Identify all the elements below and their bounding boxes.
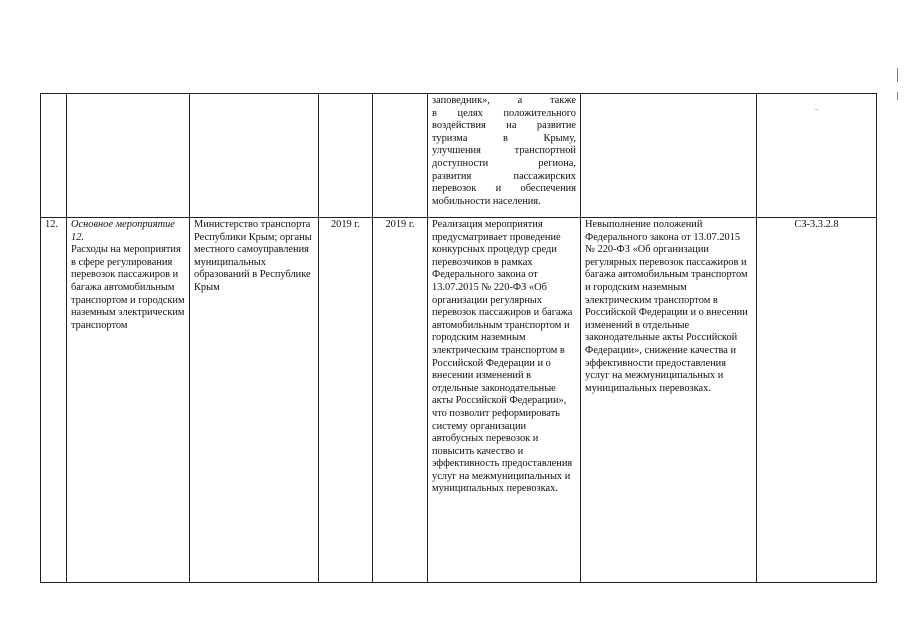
cell-number: [41, 218, 67, 583]
measure-title: Основное мероприятие 12.: [71, 219, 175, 243]
result-line: развития пассажирских: [432, 170, 576, 182]
cell-result: [428, 218, 581, 583]
cell-executor: [190, 94, 319, 218]
cell-result: [428, 94, 581, 218]
table-row-12: [41, 218, 877, 583]
result-line: воздействия на развитие: [432, 120, 576, 132]
cell-number: [41, 94, 67, 218]
cell-consequences: [581, 94, 757, 218]
cell-start-year: [319, 94, 373, 218]
scan-edge-mark: [897, 92, 898, 100]
result-text: Реализация мероприятия предусматривает проведение конкурсных процедур среди перевозчиков в рамках Федерального закона от 13.07.2015 № 220-ФЗ «Об организации регулярных перевозок пассажиров и багажа автомобильным транспортом и городским наземным электрическим транспортом в Российской Федерации и о внесении изменений в отдельные законодательные акты Российской Федерации», что позволит реформировать систему организации автобусных перевозок и повысить качество и эффективность предоставления услуг на межмуниципальных и муниципальных перевозках.: [432, 219, 573, 495]
indicator-code: СЗ-3.3.2.8: [794, 219, 839, 230]
consequences-text: Невыполнение положений Федерального закона от 13.07.2015 № 220-ФЗ «Об организации регулярных перевозок пассажиров и багажа автомобильным транспортом и городским наземным электрическим транспортом в Российской Федерации и о внесении изменений в отдельные законодательные акты Российской Федерации», снижение качества и эффективности предоставления услуг на межмуниципальных и муниципальных перевозках.: [585, 219, 748, 394]
cell-start-year: [319, 218, 373, 583]
dash-mark: -: [814, 104, 819, 115]
cell-measure: [67, 94, 190, 218]
cell-executor: [190, 218, 319, 583]
result-line: заповедник», а также: [432, 95, 576, 106]
scan-edge-mark: [897, 68, 898, 82]
executor-text: Министерство транспорта Республики Крым; органы местного самоуправления муниципальных образований в Республике Крым: [194, 219, 312, 293]
cell-measure: [67, 218, 190, 583]
cell-end-year: [373, 218, 428, 583]
table-row-continued: [41, 94, 877, 218]
result-line: перевозок и обеспечения: [432, 183, 576, 195]
measure-description: Расходы на мероприятия в сфере регулирования перевозок пассажиров и багажа автомобильным транспортом и городским наземным электрическим транспортом: [71, 244, 185, 331]
result-line: доступности региона,: [432, 157, 576, 169]
cell-indicator: [757, 94, 877, 218]
result-line: улучшения транспортной: [432, 145, 576, 157]
cell-end-year: [373, 94, 428, 218]
result-line: мобильности населения.: [432, 195, 541, 207]
result-line: в целях положительного: [432, 107, 576, 119]
start-year: 2019 г.: [330, 219, 361, 230]
cell-consequences: [581, 218, 757, 583]
measures-table: [40, 93, 877, 583]
row-number: 12.: [45, 219, 58, 230]
cell-indicator: [757, 218, 877, 583]
end-year: 2019 г.: [385, 219, 415, 230]
result-line: туризма в Крыму,: [432, 132, 576, 144]
